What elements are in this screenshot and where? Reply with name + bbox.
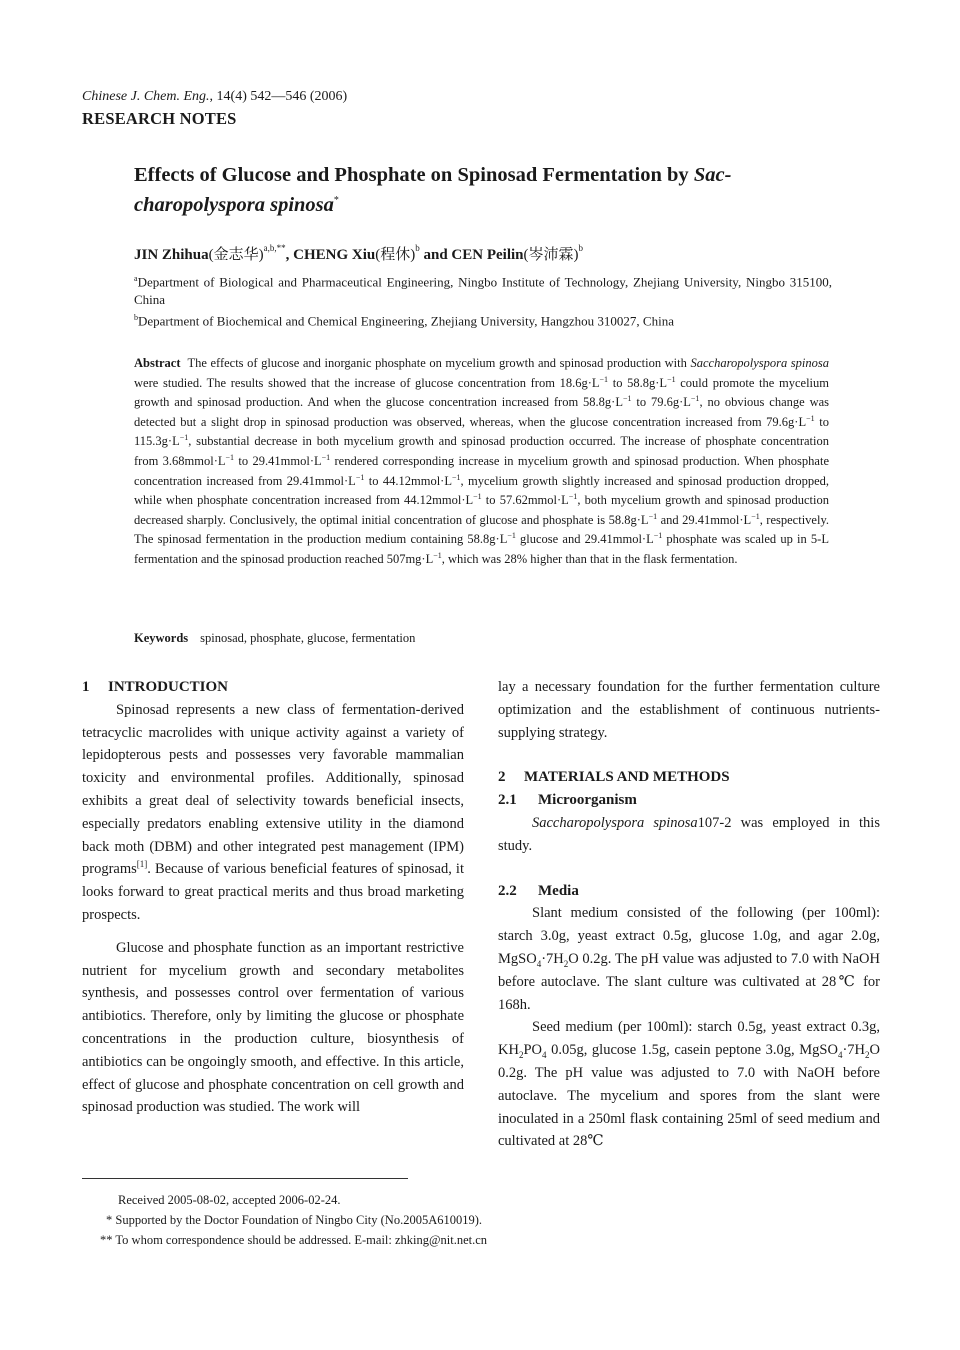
abstract-text: , no obvious change was detected but a slight drop in spinosad production was observed, whereas, when the glucose concentration increased from 79.6g·L [134,395,830,429]
unit-exponent: −1 [355,472,365,482]
abstract-text: to 57.62mmol·L [481,493,569,508]
unit-exponent: −1 [568,492,578,501]
paragraph-text: Spinosad represents a new class of fermentation-derived tetracyclic macrolides with unique activity against a variety of lepidopterous pests and possesses very favorable mammalian toxicity and environmental profiles. Additionally, spinosad exhibits a great deal of selectivity towards beneficial insects, especially predators enabling extensive utility in the diamond back moth (DBM) and other integrated pest management (IPM) programs [82,701,464,878]
footnote-rule [82,1178,408,1179]
unit-exponent: −1 [690,394,700,404]
abstract-text: were studied. The results showed that the increase of glucose concentration from 18.6g·L [134,375,600,390]
section-heading-materials-methods [498,766,880,789]
unit-exponent: −1 [225,452,235,462]
abstract-text: and 29.41mmol·L [657,512,752,527]
unit-exponent: −1 [667,374,676,384]
unit-exponent: −1 [321,452,331,462]
paragraph-text: O 0.2g. The pH value was adjusted to 7.0 with NaOH before autoclave. The mycelium and spores from the slant were inoculated in a 250ml flask containing 25ml of seed medium and cultivated at 28℃ [498,1042,880,1150]
footnotes [100,1190,487,1250]
paragraph-text: Seed medium (per 100ml): starch 0.5g, yeast extract 0.3g, KH [498,1019,880,1059]
abstract-text: to 44.12mmol·L [364,473,452,488]
footnote-funding [100,1210,487,1230]
author-list [134,243,583,264]
unit-exponent: −1 [751,511,760,521]
abstract-text: , substantial decrease in both mycelium growth and spinosad production occurred. The increase of phosphate concentration from 3.68mmol·L [134,434,829,468]
affiliation-marker: b [134,313,138,322]
footnote-text: Supported by the Doctor Foundation of Ningbo City (No.2005A610019). [112,1213,483,1227]
journal-citation [82,89,347,105]
paragraph-text: O 0.2g. The pH value was adjusted to 7.0 with NaOH before autoclave. The slant culture was cultivated at 28℃ for 168h. [498,950,880,1013]
paragraph-text: 107-2 was employed in this study. [498,814,880,854]
intro-paragraph-1 [82,699,464,927]
abstract-text: , both mycelium growth and spinosad production decreased sharply. Conclusively, the optimal initial concentration of glucose and phosphate is 58.8g·L [134,493,829,527]
abstract-label: Abstract [134,356,181,370]
keywords-label: Keywords [134,631,189,645]
right-column [498,676,880,1153]
abstract-text: to 58.8g·L [608,375,668,390]
subsection-number: 2.2 [498,882,517,899]
journal-abbrev: Chinese J. Chem. Eng. [82,89,210,104]
intro-paragraph-2-continued: lay a necessary foundation for the further fermentation culture optimization and the establishment of continuous nutrients-supplying strategy. [498,679,880,741]
microorganism-paragraph [498,812,880,858]
unit-exponent: −1 [507,531,516,541]
paragraph-text: ·7H [541,950,564,967]
unit-exponent: −1 [653,531,663,541]
unit-exponent: −1 [433,550,442,560]
abstract-text: phosphate was scaled up in 5-L fermentation and the spinosad production reached 507mg·L [134,532,829,566]
unit-exponent: −1 [599,374,609,384]
unit-exponent: −1 [806,413,815,423]
footnote-correspondence [100,1230,487,1250]
citation-ref: [1] [136,859,148,870]
footnote-marker: ** [100,1233,113,1247]
subsection-title: Microorganism [538,792,637,809]
author-affiliation-marker: b [415,243,420,253]
subsection-title: Media [538,882,579,899]
section-number: 1 [82,679,90,695]
unit-exponent: −1 [179,433,189,443]
section-type: RESEARCH NOTES [82,109,237,128]
abstract-text: to 79.6g·L [631,395,691,410]
section-number: 2 [498,769,506,786]
abstract-text: The effects of glucose and inorganic phosphate on mycelium growth and spinosad production with [187,356,691,370]
paragraph-text: ·7H [842,1042,866,1059]
intro-paragraph-2: Glucose and phosphate function as an important restrictive nutrient for mycelium growth and secondary metabolites synthesis, and possesses control over fermentation of various antibiotics. Therefore, only by limiting the glucose or phosphate concentrations in the production culture, biosynthesis of antibiotics can be ongoingly smooth, and effective. In this article, effect of glucose and phosphate concentration on cell growth and spinosad production was studied. The work will [82,939,464,1116]
footnote-text: Received 2005-08-02, accepted 2006-02-24. [118,1193,341,1207]
journal-volume-pages: , 14(4) 542—546 (2006) [209,89,348,104]
unit-exponent: −1 [473,492,482,501]
author-conjunction: and [419,247,452,263]
footnote-received [100,1190,487,1210]
affiliation-text: Department of Biological and Pharmaceutical Engineering, Ningbo Institute of Technology, Zhejiang University, Ningbo 315100, China [134,274,832,308]
subsection-number: 2.1 [498,792,517,809]
title-organism: Sac-charopolyspora spinosa [134,164,732,216]
affiliation-a [134,270,832,309]
section-heading-introduction [82,676,464,699]
paragraph-text: PO [523,1042,542,1059]
abstract-text: , which was 28% higher than that in the flask fermentation. [441,551,738,566]
affiliation-text: Department of Biochemical and Chemical Engineering, Zhejiang University, Hangzhou 310027, China [138,313,674,329]
subsection-heading-microorganism [498,789,880,812]
affiliation-b [134,309,832,330]
unit-exponent: −1 [622,394,632,404]
abstract-text: to 115.3g·L [134,414,829,449]
keywords [134,631,415,646]
keywords-text: spinosad, phosphate, glucose, fermentation [200,631,416,645]
author-chinese-name: (金志华) [208,247,264,263]
author-chinese-name: (岑沛霖) [523,247,579,263]
paragraph-text: 0.05g, glucose 1.5g, casein peptone 3.0g, MgSO [546,1042,838,1059]
subsection-heading-media [498,880,880,903]
slant-medium-paragraph [498,902,880,1016]
section-title: INTRODUCTION [108,679,229,695]
left-column [82,676,464,1119]
title-footnote-marker: * [333,195,339,206]
affiliation-marker: a [134,274,138,283]
unit-exponent: −1 [648,511,658,521]
chem-subscript: 4 [837,1050,843,1061]
chem-subscript: 4 [542,1050,547,1061]
chem-subscript: 4 [536,958,542,969]
footnote-marker: * [106,1213,113,1227]
author-affiliation-marker: b [578,243,584,253]
organism-name: Saccharopolyspora spinosa [532,814,698,831]
paragraph-text: Slant medium consisted of the following (per 100ml): starch 3.0g, yeast extract 0.5g, glucose 1.0g, and agar 2.0g, MgSO [498,905,880,967]
abstract-text: rendered corresponding increase in mycelium growth and spinosad production. When phosphate concentration increased from 29.41mmol·L [134,453,829,488]
abstract-text: could promote the mycelium growth and spinosad production. And when the glucose concentration increased from 58.8g·L [134,375,829,410]
author-name: CHENG Xiu [293,247,376,263]
title-main: Effects of Glucose and Phosphate on Spinosad Fermentation by [134,164,694,186]
footnote-text: To whom correspondence should be addressed. E-mail: zhking@nit.net.cn [112,1233,488,1247]
abstract [134,354,829,570]
author-name: CEN Peilin [451,247,524,263]
seed-medium-paragraph [498,1016,880,1153]
author-name: JIN Zhihua [134,247,209,263]
section-title: MATERIALS AND METHODS [524,769,730,786]
abstract-text: , respectively. The spinosad fermentation in the production medium containing 58.8g·L [134,512,830,547]
paragraph-text: . Because of various beneficial features of spinosad, it looks forward to great practical merits and thus broad marketing prospects. [82,861,464,923]
unit-exponent: −1 [451,472,461,482]
abstract-organism: Saccharopolyspora spinosa [690,356,829,370]
author-chinese-name: (程休) [375,247,416,263]
author-affiliation-marker: a,b,** [263,243,286,253]
chem-subscript: 2 [518,1050,524,1061]
paper-title [134,160,834,220]
chem-subscript: 2 [865,1050,870,1061]
abstract-text: , mycelium growth slightly increased and spinosad production dropped, while when phosphate concentration increased from 44.12mmol·L [134,473,829,508]
abstract-text: to 29.41mmol·L [234,453,322,468]
chem-subscript: 2 [563,958,569,969]
abstract-text: glucose and 29.41mmol·L [515,532,654,547]
author-separator: , [285,247,294,263]
